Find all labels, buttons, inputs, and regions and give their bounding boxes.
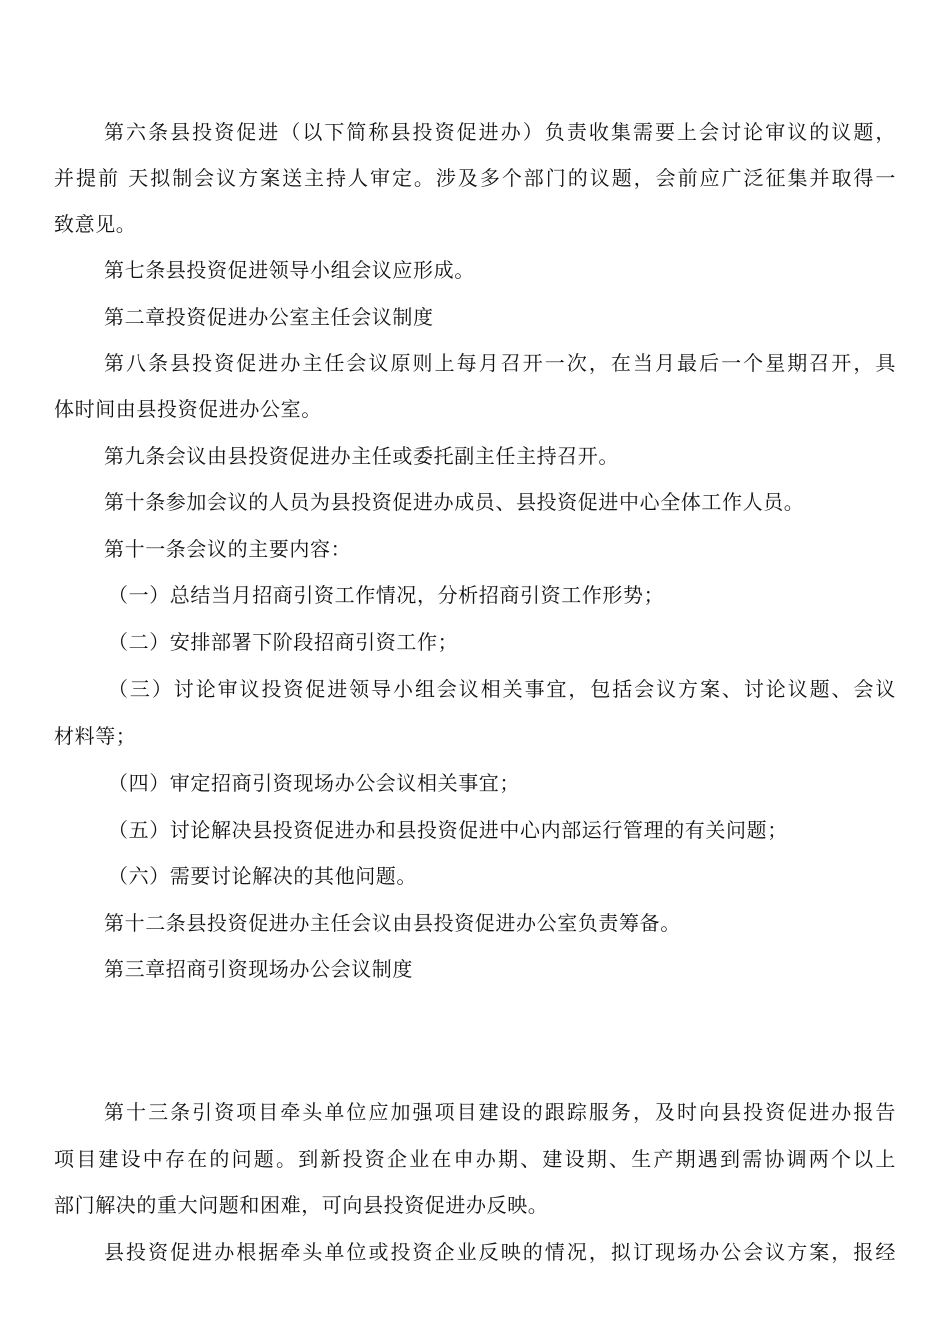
article-13-line-3: 部门解决的重大问题和困难，可向县投资促进办反映。 [54,1193,549,1217]
article-11: 第十一条会议的主要内容： [104,537,352,561]
item-1: （一）总结当月招商引资工作情况，分析招商引资工作形势； [108,583,665,607]
chapter-2-heading: 第二章投资促进办公室主任会议制度 [104,305,434,329]
article-6-line-3: 致意见。 [54,212,137,236]
article-9: 第九条会议由县投资促进办主任或委托副主任主持召开。 [104,444,619,468]
item-4: （四）审定招商引资现场办公会议相关事宜； [108,771,520,795]
article-12: 第十二条县投资促进办主任会议由县投资促进办公室负责筹备。 [104,911,681,935]
chapter-3-heading: 第三章招商引资现场办公会议制度 [104,957,413,981]
item-5: （五）讨论解决县投资促进办和县投资促进中心内部运行管理的有关问题； [108,818,788,842]
article-6-line-1: 第六条县投资促进（以下简称县投资促进办）负责收集需要上会讨论审议的议题， [104,120,896,144]
item-6: （六）需要讨论解决的其他问题。 [108,864,417,888]
paragraph-line: 县投资促进办根据牵头单位或投资企业反映的情况，拟订现场办公会议方案，报经 [104,1240,896,1264]
article-8-line-1: 第八条县投资促进办主任会议原则上每月召开一次，在当月最后一个星期召开，具 [104,351,896,375]
item-2: （二）安排部署下阶段招商引资工作； [108,630,459,654]
article-7: 第七条县投资促进领导小组会议应形成。 [104,258,475,282]
article-13-line-1: 第十三条引资项目牵头单位应加强项目建设的跟踪服务，及时向县投资促进办报告 [104,1100,896,1124]
item-3-line-1: （三）讨论审议投资促进领导小组会议相关事宜，包括会议方案、讨论议题、会议 [108,677,896,701]
article-10: 第十条参加会议的人员为县投资促进办成员、县投资促进中心全体工作人员。 [104,490,805,514]
item-3-line-2: 材料等； [54,724,137,748]
article-6-line-2: 并提前 天拟制会议方案送主持人审定。涉及多个部门的议题，会前应广泛征集并取得一 [54,166,896,190]
article-8-line-2: 体时间由县投资促进办公室。 [54,397,322,421]
article-13-line-2: 项目建设中存在的问题。到新投资企业在申办期、建设期、生产期遇到需协调两个以上 [54,1147,896,1171]
